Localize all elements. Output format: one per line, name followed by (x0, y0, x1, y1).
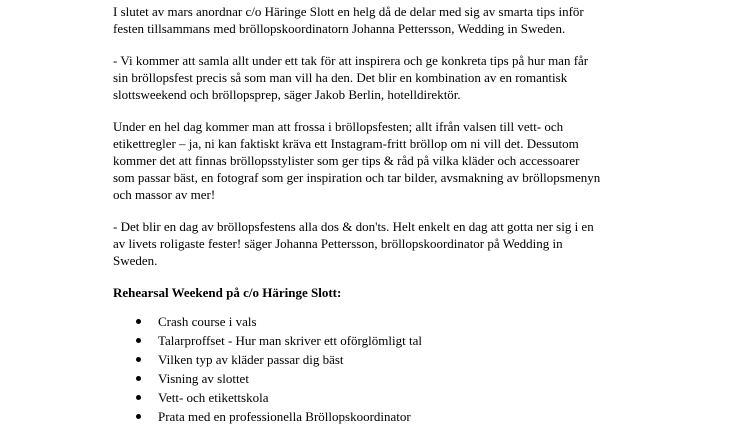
text-line: slottsweekend och bröllopsprep, säger Jakob Berlin, hotelldirektör. (113, 87, 461, 102)
document-page (113, 3, 673, 426)
bullet-icon (136, 414, 141, 419)
text-line: kommer det att finnas bröllopsstylister som ger tips & råd på vilka kläder och accessoarer (113, 153, 580, 168)
list-item (113, 407, 673, 426)
text-line: som passar bäst, en fotograf som ger inspiration och tar bilder, avsmakning av bröllopsmenyn (113, 170, 601, 185)
bullet-icon (136, 319, 141, 324)
list-item (113, 388, 673, 407)
text-line: av livets roligaste fester! säger Johanna Pettersson, bröllopskoordinator på Wedding in (113, 236, 563, 251)
paragraph-quote-coordinator (113, 218, 673, 269)
list-item (113, 350, 673, 369)
bullet-icon (136, 357, 141, 362)
text-line: sin bröllopsfest precis så som man vill ha den. Det blir en kombination av en romantisk (113, 70, 568, 85)
bullet-icon (136, 395, 141, 400)
text-line: Under en hel dag kommer man att frossa i bröllopsfesten; allt ifrån valsen till vett- och (113, 119, 564, 134)
bullet-icon (136, 338, 141, 343)
list-item-text: Vilken typ av kläder passar dig bäst (158, 352, 344, 367)
text-line: I slutet av mars anordnar c/o Häringe Slott en helg då de delar med sig av smarta tips inför (113, 4, 584, 19)
list-item (113, 312, 673, 331)
text-line: - Det blir en dag av bröllopsfestens alla dos & don'ts. Helt enkelt en dag att gotta ner sig i en (113, 219, 594, 234)
paragraph-event-description (113, 118, 673, 203)
list-item-text: Crash course i vals (158, 314, 257, 329)
list-item-text: Vett- och etikettskola (158, 390, 269, 405)
paragraph-quote-hotel-director (113, 52, 673, 103)
text-line: etikettregler – ja, ni kan faktiskt kräva ett Instagram-fritt bröllop om ni vill det. Dessutom (113, 136, 579, 151)
list-item (113, 369, 673, 388)
text-line: festen tillsammans med bröllopskoordinatorn Johanna Pettersson, Wedding in Sweden. (113, 21, 566, 36)
section-heading: Rehearsal Weekend på c/o Häringe Slott: (113, 285, 342, 300)
paragraph-intro (113, 3, 673, 37)
list-item-text: Prata med en professionella Bröllopskoordinator (158, 409, 411, 424)
text-line: Sweden. (113, 253, 158, 268)
bullet-icon (136, 376, 141, 381)
text-line: och massor av mer! (113, 187, 216, 202)
text-line: - Vi kommer att samla allt under ett tak för att inspirera och ge konkreta tips på hur man får (113, 53, 589, 68)
list-item (113, 331, 673, 350)
list-item-text: Visning av slottet (158, 371, 249, 386)
bullet-list (113, 312, 673, 426)
list-item-text: Talarproffset - Hur man skriver ett oförglömligt tal (158, 333, 422, 348)
